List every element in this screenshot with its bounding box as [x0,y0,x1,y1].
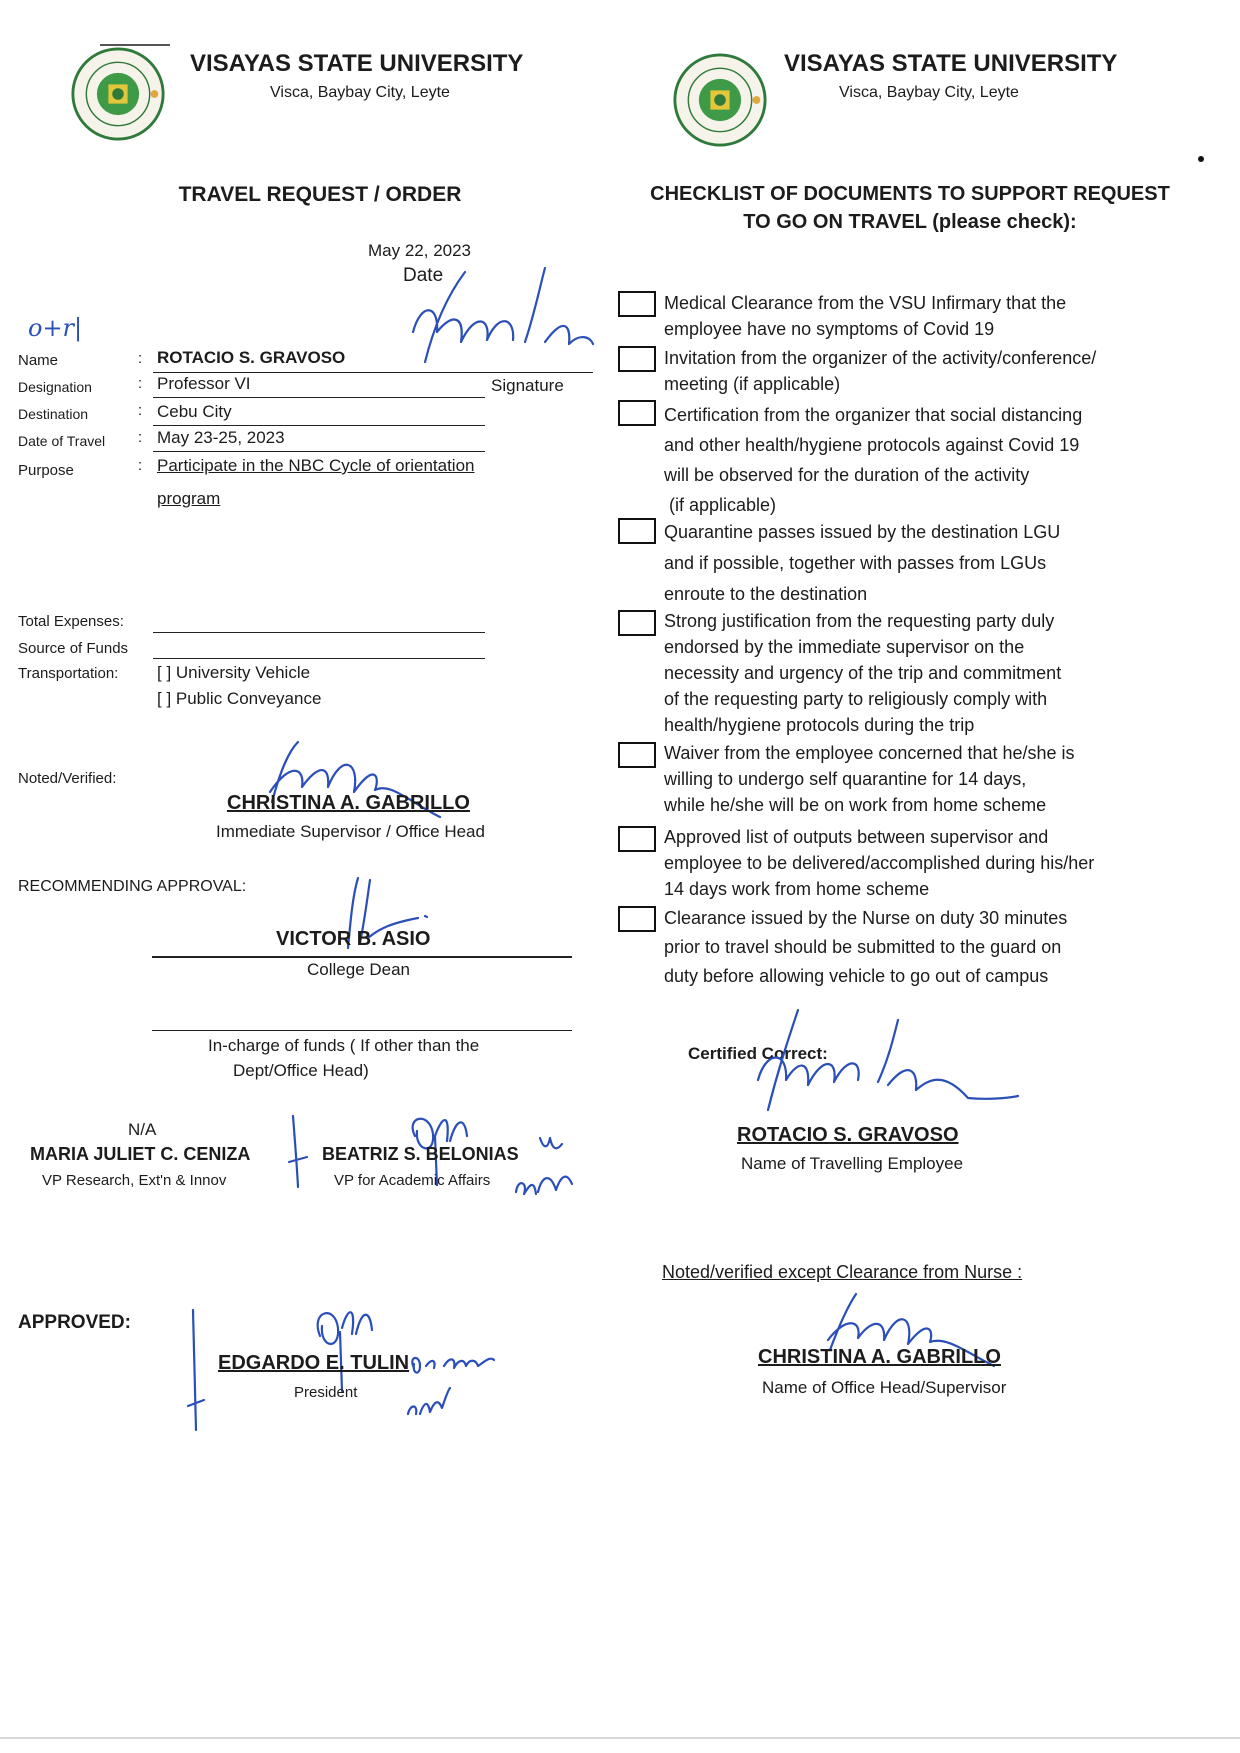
source-of-funds-label: Source of Funds [18,640,129,657]
university-name: VISAYAS STATE UNIVERSITY [190,50,524,77]
scan-mark [100,44,170,46]
checklist-item: Medical Clearance from the VSU Infirmary that the employee have no symptoms of Covid 19 [664,293,1067,339]
date-of-travel-label: Date of Travel [18,433,106,449]
university-address: Visca, Baybay City, Leyte [839,84,1019,101]
checklist-checkbox[interactable] [618,518,656,544]
vp-research-name: MARIA JULIET C. CENIZA [30,1144,251,1164]
travel-request-title: TRAVEL REQUEST / ORDER [178,183,462,206]
scan-edge [0,1737,1240,1739]
recommending-approval-label: RECOMMENDING APPROVAL: [18,878,247,895]
employee-caption: Name of Travelling Employee [741,1154,964,1173]
employee-signature-left [395,262,595,372]
employee-signature-right [738,1000,1028,1130]
checklist-checkbox[interactable] [618,742,656,768]
supervisor-name: CHRISTINA A. GABRILLO [227,792,470,814]
approved-label: APPROVED: [18,1312,131,1333]
university-seal-icon [70,46,166,142]
president-position: President [294,1384,358,1401]
dean-position: College Dean [307,960,411,979]
transport-university-vehicle[interactable]: [ ] University Vehicle [157,663,311,682]
noted-verified-label: Noted/Verified: [18,770,117,787]
designation-value: Professor VI [157,374,251,393]
purpose-value: Participate in the NBC Cycle of orientation [157,456,475,475]
checklist-checkbox[interactable] [618,346,656,372]
incharge-line [152,1030,572,1031]
checklist-checkbox[interactable] [618,906,656,932]
university-name: VISAYAS STATE UNIVERSITY [784,50,1118,77]
checklist-item: Approved list of outputs between supervisor and employee to be delivered/accomplished during his/her 14 days work from home scheme [664,827,1095,899]
request-date: May 22, 2023 [368,241,472,260]
vp-academic-name: BEATRIZ S. BELONIAS [322,1144,519,1164]
name-label: Name [18,352,59,369]
transportation-label: Transportation: [18,665,119,682]
dean-name: VICTOR B. ASIO [276,928,431,950]
right-header [672,46,1192,146]
checklist-item: Strong justification from the requesting party duly endorsed by the immediate supervisor on the necessity and urgency of the trip and commitment of the requesting party to religiously comply with health/hygiene protocols during the trip [664,611,1062,735]
source-of-funds-line [153,658,485,659]
vp-academic-position: VP for Academic Affairs [334,1172,491,1189]
checklist-item: Certification from the organizer that social distancing and other health/hygiene protocols against Covid 19 will be observed for the duration of the activity (if applicable) [664,405,1083,515]
employee-name: ROTACIO S. GRAVOSO [737,1124,959,1146]
date-label: Date [403,265,444,286]
name-line [153,372,593,373]
incharge-label-line2: Dept/Office Head) [233,1061,369,1080]
office-head-name: CHRISTINA A. GABRILLO [758,1346,1001,1368]
total-expenses-line [153,632,485,633]
checklist-checkbox[interactable] [618,610,656,636]
destination-label: Destination [18,406,89,422]
left-header [70,46,590,146]
president-initials [400,1340,530,1430]
noted-except-label: Noted/verified except Clearance from Nurse : [662,1262,1023,1282]
initial-mark [285,1112,315,1192]
purpose-value-cont: program [157,489,221,508]
checklist-title-line1: CHECKLIST OF DOCUMENTS TO SUPPORT REQUEST [650,183,1170,205]
president-initial-mark [180,1306,220,1436]
vp-research-position: VP Research, Ext'n & Innov [42,1172,227,1189]
university-seal-icon [672,52,768,148]
destination-value: Cebu City [157,402,232,421]
total-expenses-label: Total Expenses: [18,613,124,630]
university-address: Visca, Baybay City, Leyte [270,84,450,101]
checklist-item: Clearance issued by the Nurse on duty 30 minutes prior to travel should be submitted to the guard on duty before allowing vehicle to go out of campus [664,908,1068,986]
checklist-title-line2: TO GO ON TRAVEL (please check): [743,211,1077,233]
office-head-caption: Name of Office Head/Supervisor [762,1378,1007,1397]
traveller-name: ROTACIO S. GRAVOSO [157,348,346,367]
certified-correct-label: Certified Correct: [688,1044,828,1063]
scan-dot [1198,156,1204,162]
incharge-label-line1: In-charge of funds ( If other than the [208,1036,480,1055]
checklist-checkbox[interactable] [618,291,656,317]
date-of-travel-value: May 23-25, 2023 [157,428,285,447]
na-text: N/A [128,1120,157,1139]
signature-label: Signature [491,376,564,395]
checklist-checkbox[interactable] [618,400,656,426]
supervisor-position: Immediate Supervisor / Office Head [216,822,485,841]
checklist-item: Quarantine passes issued by the destination LGU and if possible, together with passes from LGUs enroute to the destination [664,522,1061,604]
checklist-checkbox[interactable] [618,826,656,852]
purpose-label: Purpose [18,462,74,479]
checklist-item: Invitation from the organizer of the activity/conference/ meeting (if applicable) [664,348,1097,394]
handwritten-mark: o+r| [28,314,83,342]
president-name: EDGARDO E. TULIN [218,1352,410,1374]
checklist-item: Waiver from the employee concerned that he/she is willing to undergo self quarantine for 14 days, while he/she will be on work from home scheme [664,743,1075,815]
designation-label: Designation [18,379,92,395]
vp-academic-initials [510,1130,580,1205]
transport-public-conveyance[interactable]: [ ] Public Conveyance [157,689,322,708]
